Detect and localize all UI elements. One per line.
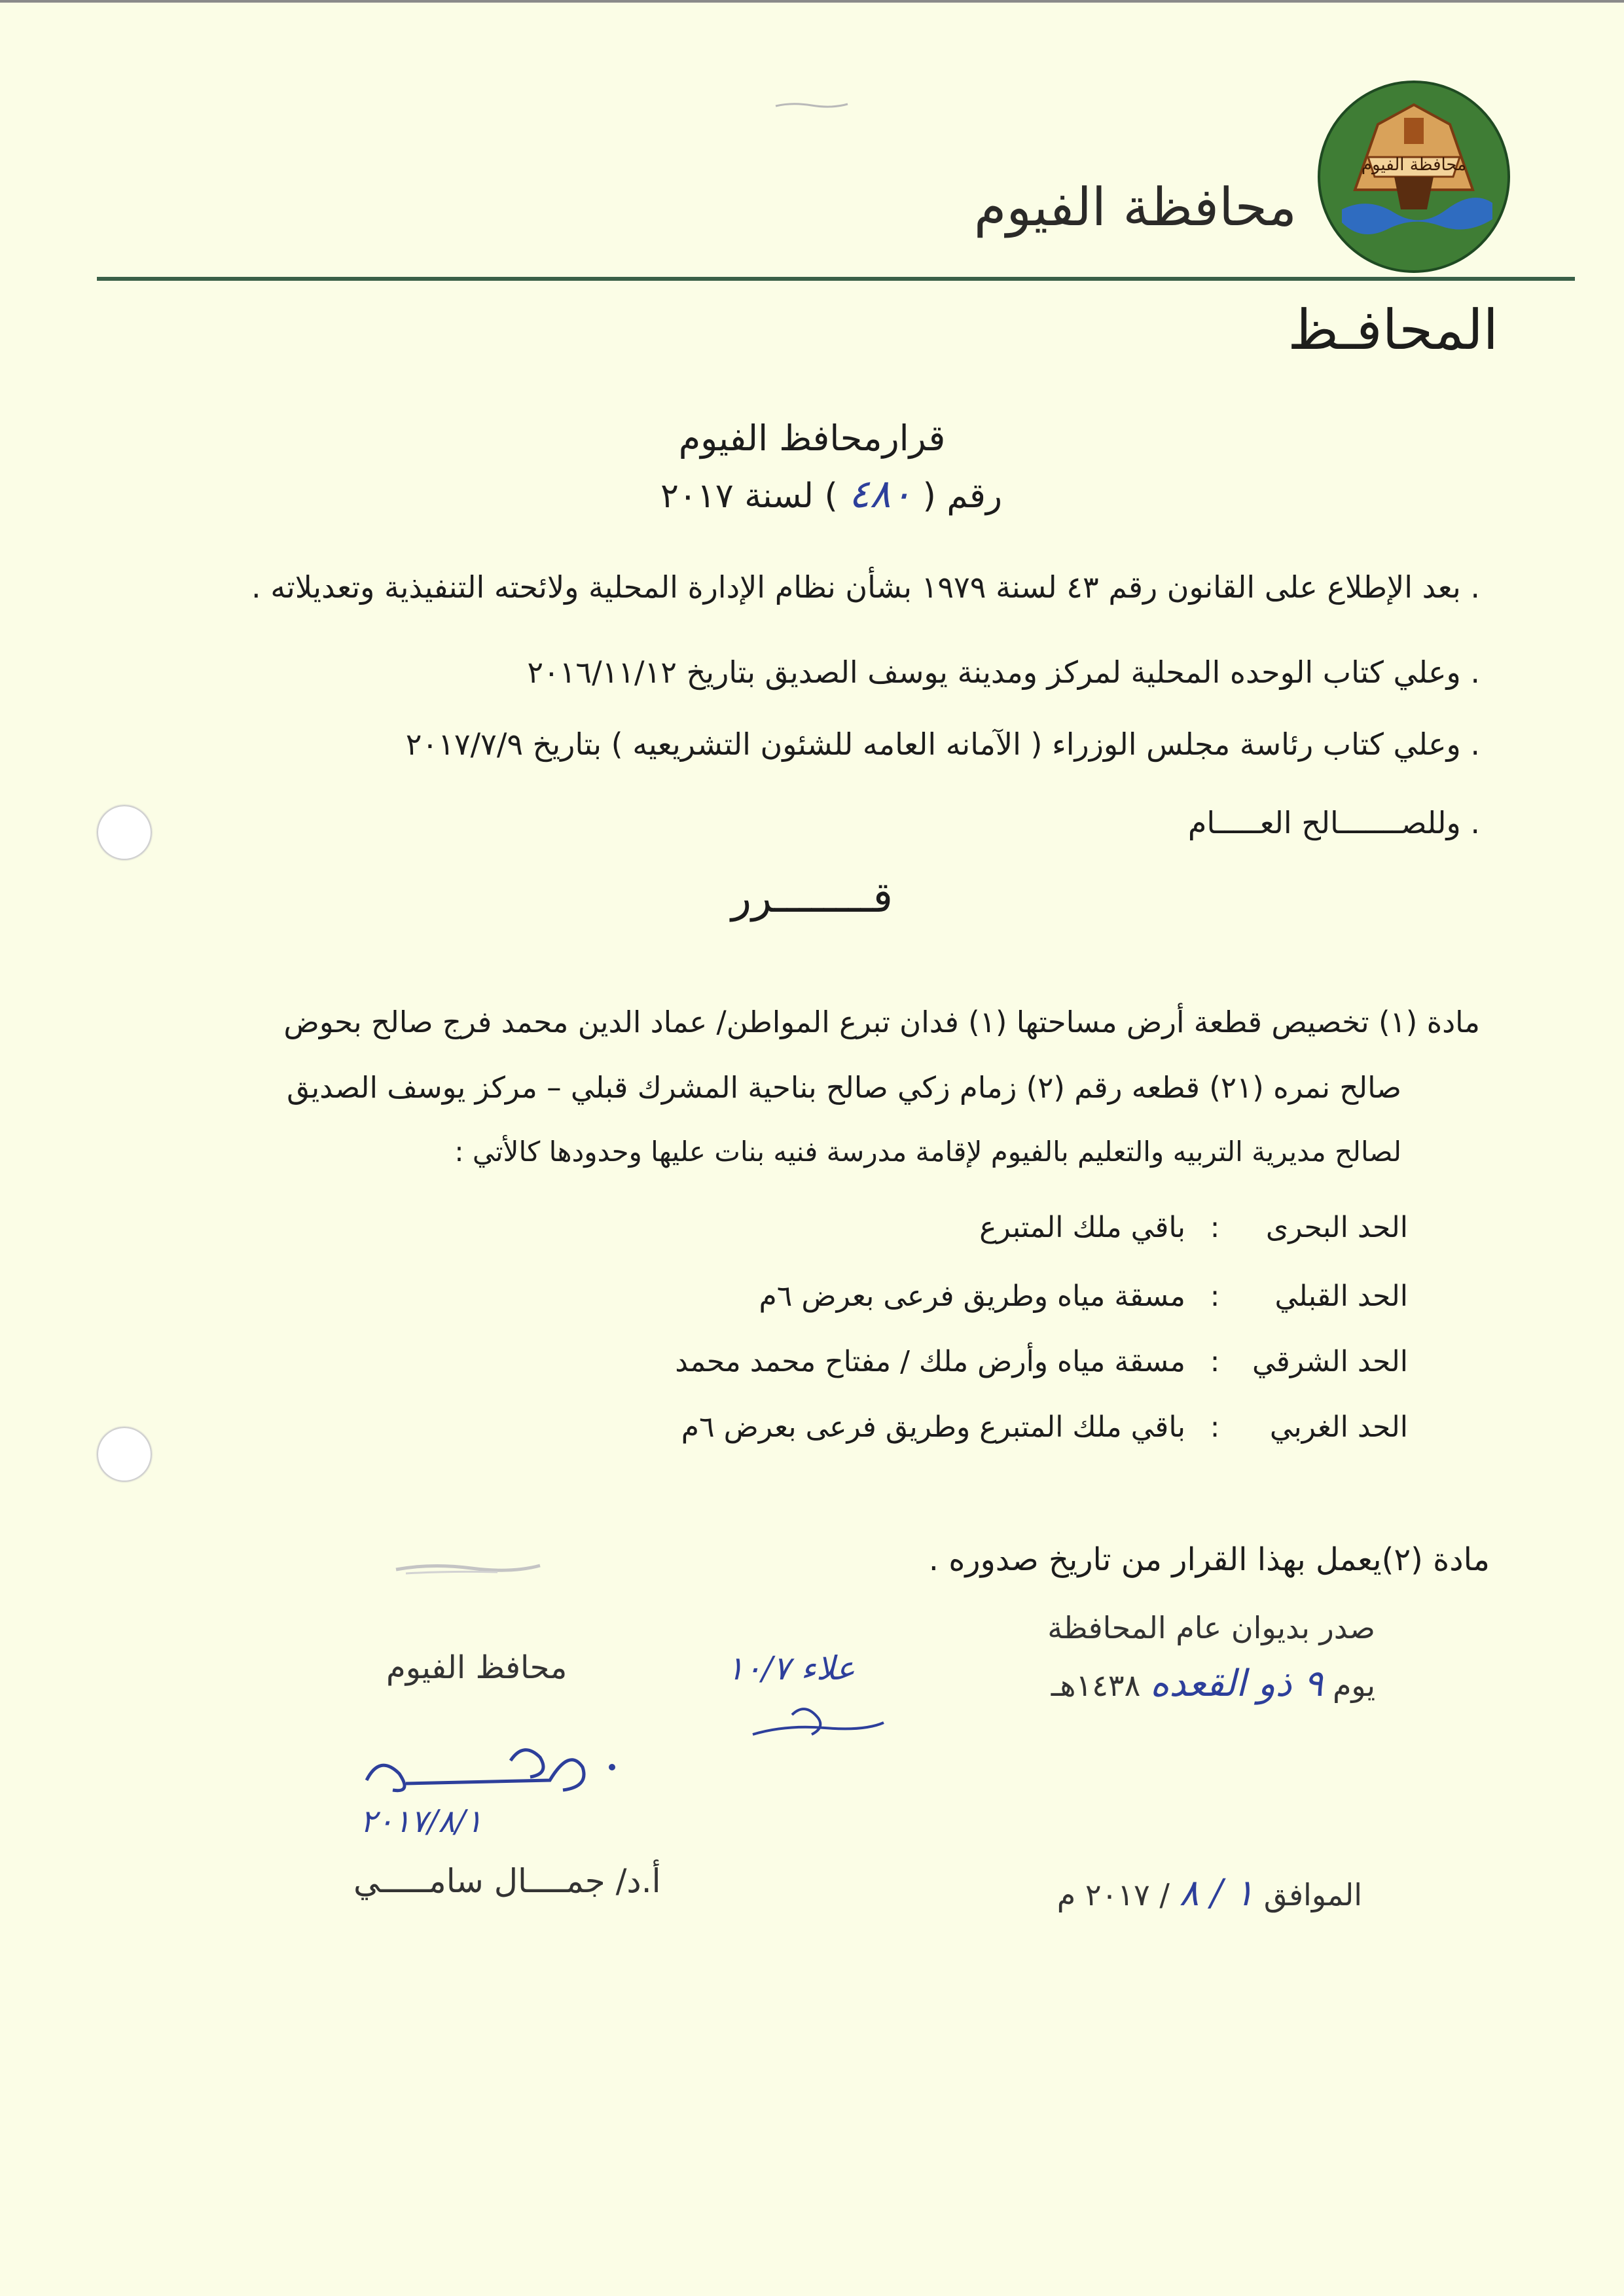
- issued-hijri-handwritten: ٩ ذو القعده: [1149, 1662, 1324, 1705]
- initials-text: علاء ١٠/٧: [727, 1649, 856, 1687]
- governorate-name: محافظة الفيوم: [973, 177, 1297, 238]
- decides-text: قــــــــرر: [731, 874, 893, 922]
- scan-smudge: [772, 98, 851, 111]
- boundary-separator: :: [1210, 1345, 1220, 1378]
- article-2: مادة (٢)يعمل بهذا القرار من تاريخ صدوره .: [928, 1541, 1490, 1578]
- emblem-text: محافظة الفيوم: [1361, 155, 1467, 175]
- boundary-label: الحد الغربي: [1269, 1410, 1408, 1444]
- gregorian-date: [1057, 1872, 1362, 1914]
- governor-title: المحافـظ: [1288, 298, 1498, 362]
- preamble-line: . وللصـــــــالح العـــــام: [1187, 805, 1480, 840]
- boundary-value: مسقة مياه وطريق فرعى بعرض ٦م: [759, 1280, 1185, 1313]
- article-1-line: لصالح مديرية التربيه والتعليم بالفيوم لإقامة مدرسة فنيه بنات عليها وحدودها كالأتي :: [454, 1136, 1401, 1168]
- preamble-line: . بعد الإطلاع على القانون رقم ٤٣ لسنة ١٩٧٩ بشأن نظام الإدارة المحلية ولائحته التنفيذية وتعديلاته .: [251, 569, 1480, 605]
- issued-hijri-date: [1051, 1662, 1375, 1705]
- issued-hijri-suffix: ١٤٣٨هـ: [1051, 1668, 1141, 1703]
- boundary-value: باقي ملك المتبرع وطريق فرعى بعرض ٦م: [681, 1410, 1185, 1444]
- preamble-line: . وعلي كتاب رئاسة مجلس الوزراء ( الآمانه العامه للشئون التشريعيه ) بتاريخ ٢٠١٧/٧/٩: [405, 726, 1480, 762]
- boundary-separator: :: [1210, 1410, 1220, 1444]
- article-1-line: صالح نمره (٢١) قطعه رقم (٢) زمام زكي صالح بناحية المشرك قبلي – مركز يوسف الصديق: [287, 1070, 1401, 1105]
- decision-number-suffix: ) لسنة ٢٠١٧: [660, 476, 838, 516]
- boundary-value: باقي ملك المتبرع: [979, 1211, 1185, 1244]
- preamble-line: . وعلي كتاب الوحده المحلية لمركز ومدينة يوسف الصديق بتاريخ ٢٠١٦/١١/١٢: [527, 655, 1480, 690]
- issued-at: صدر بديوان عام المحافظة: [1047, 1610, 1375, 1645]
- boundary-label: الحد الشرقي: [1252, 1345, 1408, 1378]
- issued-day-prefix: يوم: [1332, 1668, 1375, 1703]
- top-edge-line: [0, 0, 1624, 3]
- signature-date: ٢٠١٧/٨/١: [360, 1803, 483, 1840]
- signature-title: محافظ الفيوم: [386, 1649, 568, 1686]
- decision-number: [660, 471, 1002, 517]
- boundary-east: [675, 1345, 1408, 1378]
- boundary-value: مسقة مياه وأرض ملك / مفتاح محمد محمد: [675, 1345, 1185, 1378]
- gregorian-suffix: / ٢٠١٧ م: [1056, 1877, 1170, 1912]
- header-divider: [97, 277, 1575, 281]
- decision-title-text: قرارمحافظ الفيوم: [678, 418, 946, 459]
- gregorian-prefix: الموافق: [1263, 1877, 1362, 1912]
- decision-title: [0, 418, 1624, 459]
- gregorian-handwritten: ١ / ٨: [1179, 1872, 1255, 1914]
- boundary-label: الحد القبلي: [1274, 1280, 1408, 1313]
- article-1-line: مادة (١) تخصيص قطعة أرض مساحتها (١) فدان تبرع المواطن/ عماد الدين محمد فرج صالح بحوض: [283, 1005, 1480, 1039]
- boundary-label: الحد البحرى: [1265, 1211, 1408, 1244]
- scan-smudge: [393, 1558, 543, 1577]
- fayoum-emblem-logo: [1316, 79, 1512, 275]
- boundary-south: [759, 1280, 1408, 1313]
- decides-heading: [0, 874, 1624, 922]
- punch-hole: [97, 1427, 152, 1482]
- boundary-north: [979, 1211, 1408, 1244]
- decision-number-handwritten: ٤٨٠: [848, 471, 912, 517]
- decision-number-prefix: رقم (: [922, 476, 1002, 516]
- boundary-separator: :: [1210, 1280, 1220, 1313]
- governor-signature: [353, 1728, 628, 1813]
- punch-hole: [97, 805, 152, 860]
- governor-name: أ.د/ جمــــال سامـــــي: [353, 1862, 661, 1900]
- boundary-separator: :: [1210, 1211, 1220, 1244]
- boundary-west: [681, 1410, 1408, 1444]
